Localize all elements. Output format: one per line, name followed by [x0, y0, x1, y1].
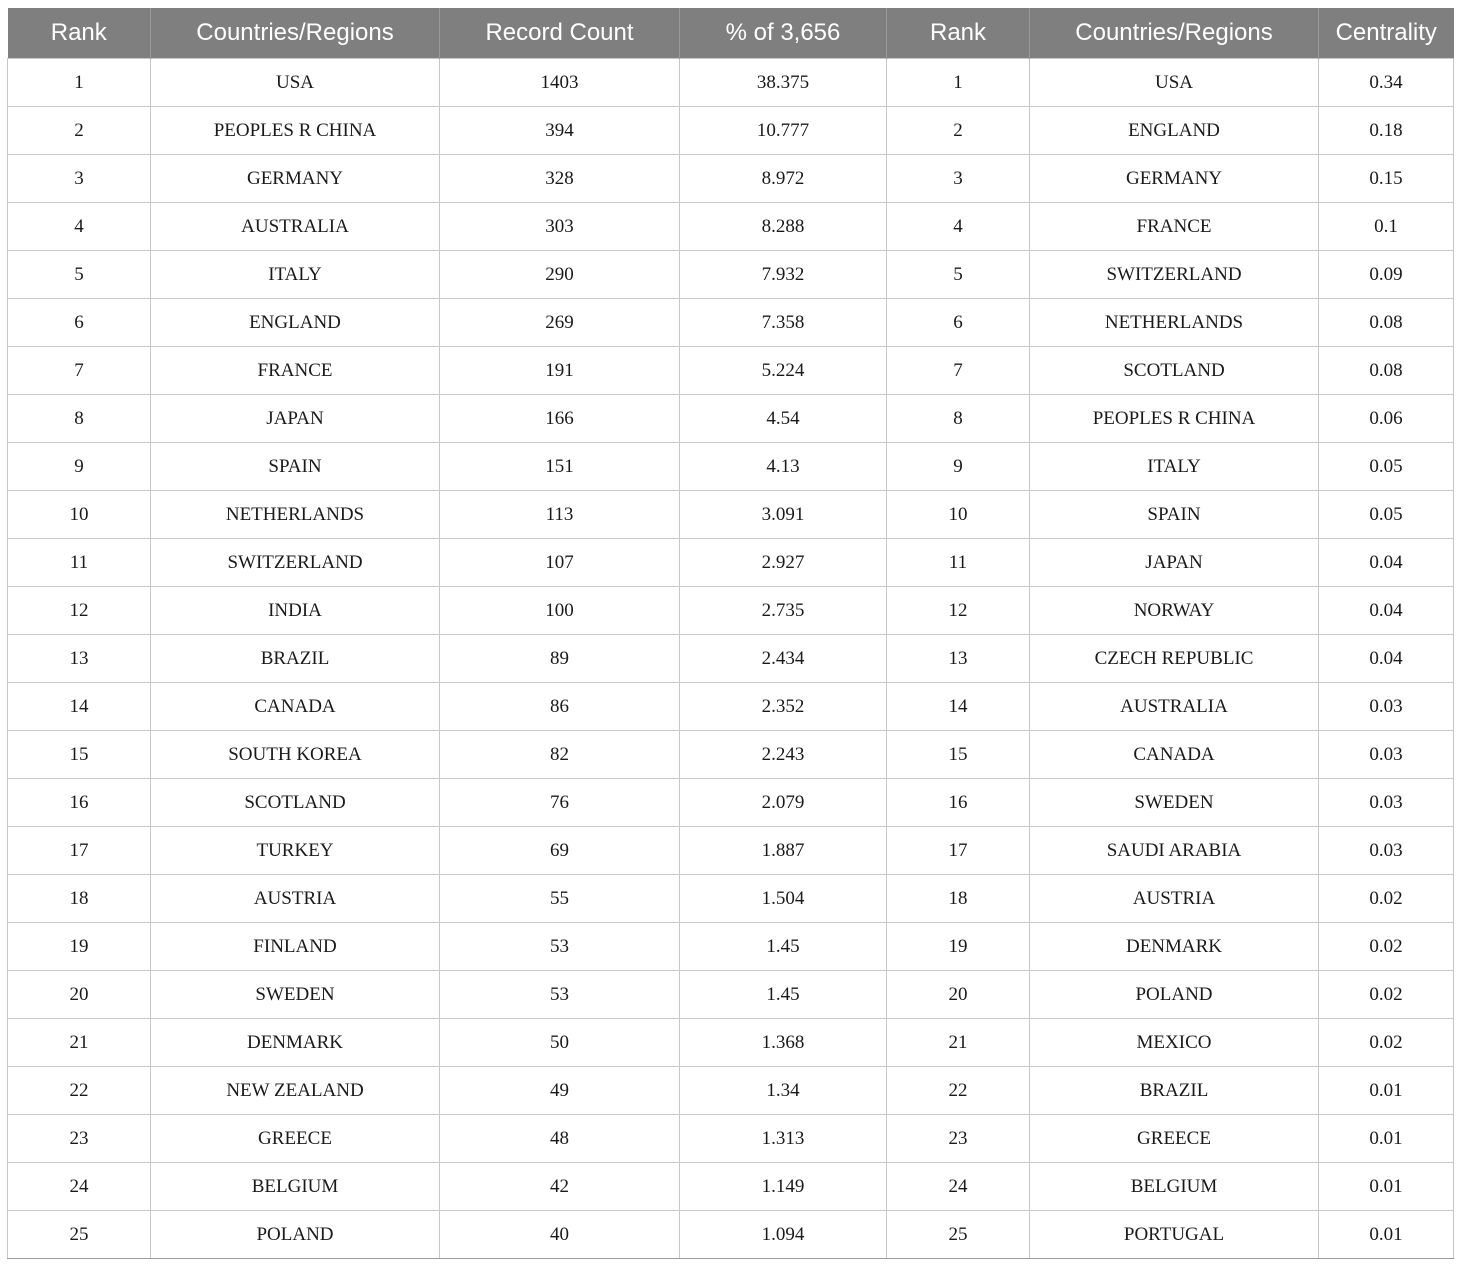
cell-rank: 20	[8, 971, 151, 1019]
cell-percent: 4.54	[680, 395, 887, 443]
table-row	[8, 395, 1454, 443]
cell-country-centrality: SAUDI ARABIA	[1030, 827, 1319, 875]
cell-country-centrality: SPAIN	[1030, 491, 1319, 539]
cell-country-centrality: ITALY	[1030, 443, 1319, 491]
cell-centrality: 0.04	[1319, 539, 1454, 587]
table-row	[8, 443, 1454, 491]
cell-record-count: 82	[440, 731, 680, 779]
cell-rank: 7	[8, 347, 151, 395]
cell-percent: 3.091	[680, 491, 887, 539]
table-body	[8, 59, 1454, 1259]
cell-rank-centrality: 10	[887, 491, 1030, 539]
cell-country: AUSTRIA	[151, 875, 440, 923]
cell-country: BELGIUM	[151, 1163, 440, 1211]
cell-rank: 6	[8, 299, 151, 347]
cell-country-centrality: PEOPLES R CHINA	[1030, 395, 1319, 443]
cell-centrality: 0.01	[1319, 1163, 1454, 1211]
cell-rank-centrality: 3	[887, 155, 1030, 203]
cell-percent: 5.224	[680, 347, 887, 395]
cell-percent: 2.927	[680, 539, 887, 587]
cell-record-count: 166	[440, 395, 680, 443]
cell-percent: 1.34	[680, 1067, 887, 1115]
cell-rank: 16	[8, 779, 151, 827]
cell-country: ITALY	[151, 251, 440, 299]
table-row	[8, 491, 1454, 539]
cell-record-count: 303	[440, 203, 680, 251]
table-row	[8, 347, 1454, 395]
cell-percent: 1.45	[680, 923, 887, 971]
cell-rank-centrality: 19	[887, 923, 1030, 971]
cell-centrality: 0.04	[1319, 587, 1454, 635]
cell-rank-centrality: 14	[887, 683, 1030, 731]
cell-rank: 24	[8, 1163, 151, 1211]
cell-centrality: 0.01	[1319, 1115, 1454, 1163]
cell-rank: 14	[8, 683, 151, 731]
cell-rank: 21	[8, 1019, 151, 1067]
cell-rank: 5	[8, 251, 151, 299]
cell-record-count: 107	[440, 539, 680, 587]
cell-centrality: 0.1	[1319, 203, 1454, 251]
cell-country: FRANCE	[151, 347, 440, 395]
cell-rank: 11	[8, 539, 151, 587]
cell-centrality: 0.03	[1319, 731, 1454, 779]
column-header-rank-centrality: Rank	[887, 8, 1030, 59]
cell-centrality: 0.03	[1319, 683, 1454, 731]
cell-percent: 1.149	[680, 1163, 887, 1211]
cell-rank: 17	[8, 827, 151, 875]
table-row	[8, 875, 1454, 923]
column-header-country-centrality: Countries/Regions	[1030, 8, 1319, 59]
table-row	[8, 203, 1454, 251]
cell-country-centrality: CZECH REPUBLIC	[1030, 635, 1319, 683]
cell-record-count: 86	[440, 683, 680, 731]
cell-percent: 8.288	[680, 203, 887, 251]
cell-centrality: 0.05	[1319, 443, 1454, 491]
cell-percent: 2.079	[680, 779, 887, 827]
cell-record-count: 40	[440, 1211, 680, 1259]
cell-country-centrality: ENGLAND	[1030, 107, 1319, 155]
cell-country-centrality: AUSTRALIA	[1030, 683, 1319, 731]
cell-country: BRAZIL	[151, 635, 440, 683]
cell-percent: 2.352	[680, 683, 887, 731]
cell-centrality: 0.01	[1319, 1211, 1454, 1259]
cell-rank-centrality: 21	[887, 1019, 1030, 1067]
cell-record-count: 394	[440, 107, 680, 155]
cell-record-count: 328	[440, 155, 680, 203]
cell-percent: 7.932	[680, 251, 887, 299]
cell-rank-centrality: 6	[887, 299, 1030, 347]
cell-rank-centrality: 5	[887, 251, 1030, 299]
cell-centrality: 0.02	[1319, 971, 1454, 1019]
cell-record-count: 269	[440, 299, 680, 347]
cell-centrality: 0.02	[1319, 923, 1454, 971]
cell-country: NETHERLANDS	[151, 491, 440, 539]
cell-record-count: 76	[440, 779, 680, 827]
table-row	[8, 731, 1454, 779]
cell-country-centrality: DENMARK	[1030, 923, 1319, 971]
table-row	[8, 1211, 1454, 1259]
cell-rank: 23	[8, 1115, 151, 1163]
table-row	[8, 1019, 1454, 1067]
cell-rank-centrality: 24	[887, 1163, 1030, 1211]
cell-country-centrality: SWITZERLAND	[1030, 251, 1319, 299]
cell-record-count: 290	[440, 251, 680, 299]
cell-country-centrality: POLAND	[1030, 971, 1319, 1019]
cell-percent: 2.735	[680, 587, 887, 635]
cell-rank-centrality: 8	[887, 395, 1030, 443]
cell-country: PEOPLES R CHINA	[151, 107, 440, 155]
cell-record-count: 55	[440, 875, 680, 923]
cell-rank: 10	[8, 491, 151, 539]
cell-rank: 2	[8, 107, 151, 155]
table-row	[8, 1115, 1454, 1163]
table-row	[8, 107, 1454, 155]
table-row	[8, 1067, 1454, 1115]
cell-percent: 38.375	[680, 59, 887, 107]
cell-country-centrality: CANADA	[1030, 731, 1319, 779]
cell-rank-centrality: 20	[887, 971, 1030, 1019]
cell-country: SCOTLAND	[151, 779, 440, 827]
cell-rank-centrality: 13	[887, 635, 1030, 683]
cell-country: ENGLAND	[151, 299, 440, 347]
cell-country: USA	[151, 59, 440, 107]
cell-country: AUSTRALIA	[151, 203, 440, 251]
cell-record-count: 89	[440, 635, 680, 683]
cell-centrality: 0.02	[1319, 875, 1454, 923]
cell-record-count: 48	[440, 1115, 680, 1163]
cell-centrality: 0.06	[1319, 395, 1454, 443]
cell-percent: 10.777	[680, 107, 887, 155]
cell-record-count: 69	[440, 827, 680, 875]
cell-centrality: 0.04	[1319, 635, 1454, 683]
cell-rank: 1	[8, 59, 151, 107]
cell-record-count: 1403	[440, 59, 680, 107]
cell-country: INDIA	[151, 587, 440, 635]
table-header	[8, 8, 1454, 59]
cell-country-centrality: SWEDEN	[1030, 779, 1319, 827]
cell-country: SPAIN	[151, 443, 440, 491]
cell-country-centrality: NETHERLANDS	[1030, 299, 1319, 347]
cell-country: FINLAND	[151, 923, 440, 971]
cell-record-count: 53	[440, 923, 680, 971]
header-row	[8, 8, 1454, 59]
cell-centrality: 0.01	[1319, 1067, 1454, 1115]
cell-rank-centrality: 22	[887, 1067, 1030, 1115]
cell-rank: 3	[8, 155, 151, 203]
cell-rank-centrality: 23	[887, 1115, 1030, 1163]
cell-record-count: 113	[440, 491, 680, 539]
cell-record-count: 191	[440, 347, 680, 395]
cell-rank: 4	[8, 203, 151, 251]
cell-country-centrality: USA	[1030, 59, 1319, 107]
table-row	[8, 251, 1454, 299]
table-row	[8, 155, 1454, 203]
table-row	[8, 1163, 1454, 1211]
cell-percent: 2.434	[680, 635, 887, 683]
table-row	[8, 587, 1454, 635]
cell-country-centrality: BRAZIL	[1030, 1067, 1319, 1115]
cell-rank: 19	[8, 923, 151, 971]
cell-country: POLAND	[151, 1211, 440, 1259]
cell-country: GERMANY	[151, 155, 440, 203]
cell-centrality: 0.08	[1319, 299, 1454, 347]
cell-rank-centrality: 1	[887, 59, 1030, 107]
cell-country-centrality: GREECE	[1030, 1115, 1319, 1163]
cell-country: JAPAN	[151, 395, 440, 443]
cell-rank: 12	[8, 587, 151, 635]
cell-rank: 9	[8, 443, 151, 491]
cell-rank: 13	[8, 635, 151, 683]
table-row	[8, 299, 1454, 347]
cell-centrality: 0.18	[1319, 107, 1454, 155]
cell-country: CANADA	[151, 683, 440, 731]
cell-country: TURKEY	[151, 827, 440, 875]
cell-country: SWITZERLAND	[151, 539, 440, 587]
cell-rank-centrality: 16	[887, 779, 1030, 827]
column-header-country: Countries/Regions	[151, 8, 440, 59]
cell-centrality: 0.03	[1319, 779, 1454, 827]
table-row	[8, 827, 1454, 875]
cell-record-count: 49	[440, 1067, 680, 1115]
cell-country-centrality: GERMANY	[1030, 155, 1319, 203]
cell-record-count: 42	[440, 1163, 680, 1211]
cell-rank-centrality: 15	[887, 731, 1030, 779]
cell-country: NEW ZEALAND	[151, 1067, 440, 1115]
cell-rank: 15	[8, 731, 151, 779]
column-header-percent: % of 3,656	[680, 8, 887, 59]
cell-centrality: 0.05	[1319, 491, 1454, 539]
cell-percent: 1.45	[680, 971, 887, 1019]
table-row	[8, 923, 1454, 971]
cell-rank: 22	[8, 1067, 151, 1115]
cell-centrality: 0.02	[1319, 1019, 1454, 1067]
cell-percent: 7.358	[680, 299, 887, 347]
cell-rank: 8	[8, 395, 151, 443]
cell-centrality: 0.34	[1319, 59, 1454, 107]
cell-record-count: 100	[440, 587, 680, 635]
column-header-rank: Rank	[8, 8, 151, 59]
cell-rank: 18	[8, 875, 151, 923]
cell-country: GREECE	[151, 1115, 440, 1163]
cell-percent: 1.094	[680, 1211, 887, 1259]
cell-rank-centrality: 7	[887, 347, 1030, 395]
table-row	[8, 971, 1454, 1019]
cell-country-centrality: PORTUGAL	[1030, 1211, 1319, 1259]
cell-rank-centrality: 18	[887, 875, 1030, 923]
column-header-record-count: Record Count	[440, 8, 680, 59]
cell-country-centrality: AUSTRIA	[1030, 875, 1319, 923]
cell-percent: 1.887	[680, 827, 887, 875]
cell-record-count: 50	[440, 1019, 680, 1067]
cell-country: SWEDEN	[151, 971, 440, 1019]
cell-rank-centrality: 25	[887, 1211, 1030, 1259]
cell-country-centrality: BELGIUM	[1030, 1163, 1319, 1211]
cell-record-count: 53	[440, 971, 680, 1019]
cell-rank-centrality: 9	[887, 443, 1030, 491]
cell-rank-centrality: 4	[887, 203, 1030, 251]
cell-country-centrality: SCOTLAND	[1030, 347, 1319, 395]
cell-rank-centrality: 17	[887, 827, 1030, 875]
countries-table	[7, 8, 1454, 1259]
cell-percent: 2.243	[680, 731, 887, 779]
cell-percent: 1.504	[680, 875, 887, 923]
cell-record-count: 151	[440, 443, 680, 491]
cell-country-centrality: MEXICO	[1030, 1019, 1319, 1067]
cell-rank-centrality: 2	[887, 107, 1030, 155]
cell-percent: 1.368	[680, 1019, 887, 1067]
cell-country: SOUTH KOREA	[151, 731, 440, 779]
cell-country: DENMARK	[151, 1019, 440, 1067]
cell-country-centrality: FRANCE	[1030, 203, 1319, 251]
cell-centrality: 0.15	[1319, 155, 1454, 203]
column-header-centrality: Centrality	[1319, 8, 1454, 59]
cell-percent: 4.13	[680, 443, 887, 491]
cell-centrality: 0.03	[1319, 827, 1454, 875]
table-row	[8, 683, 1454, 731]
table-row	[8, 59, 1454, 107]
cell-centrality: 0.09	[1319, 251, 1454, 299]
cell-country-centrality: NORWAY	[1030, 587, 1319, 635]
table-row	[8, 779, 1454, 827]
cell-rank-centrality: 12	[887, 587, 1030, 635]
table-container	[7, 8, 1454, 1259]
cell-rank-centrality: 11	[887, 539, 1030, 587]
cell-percent: 8.972	[680, 155, 887, 203]
table-row	[8, 539, 1454, 587]
table-row	[8, 635, 1454, 683]
cell-centrality: 0.08	[1319, 347, 1454, 395]
cell-rank: 25	[8, 1211, 151, 1259]
cell-percent: 1.313	[680, 1115, 887, 1163]
cell-country-centrality: JAPAN	[1030, 539, 1319, 587]
